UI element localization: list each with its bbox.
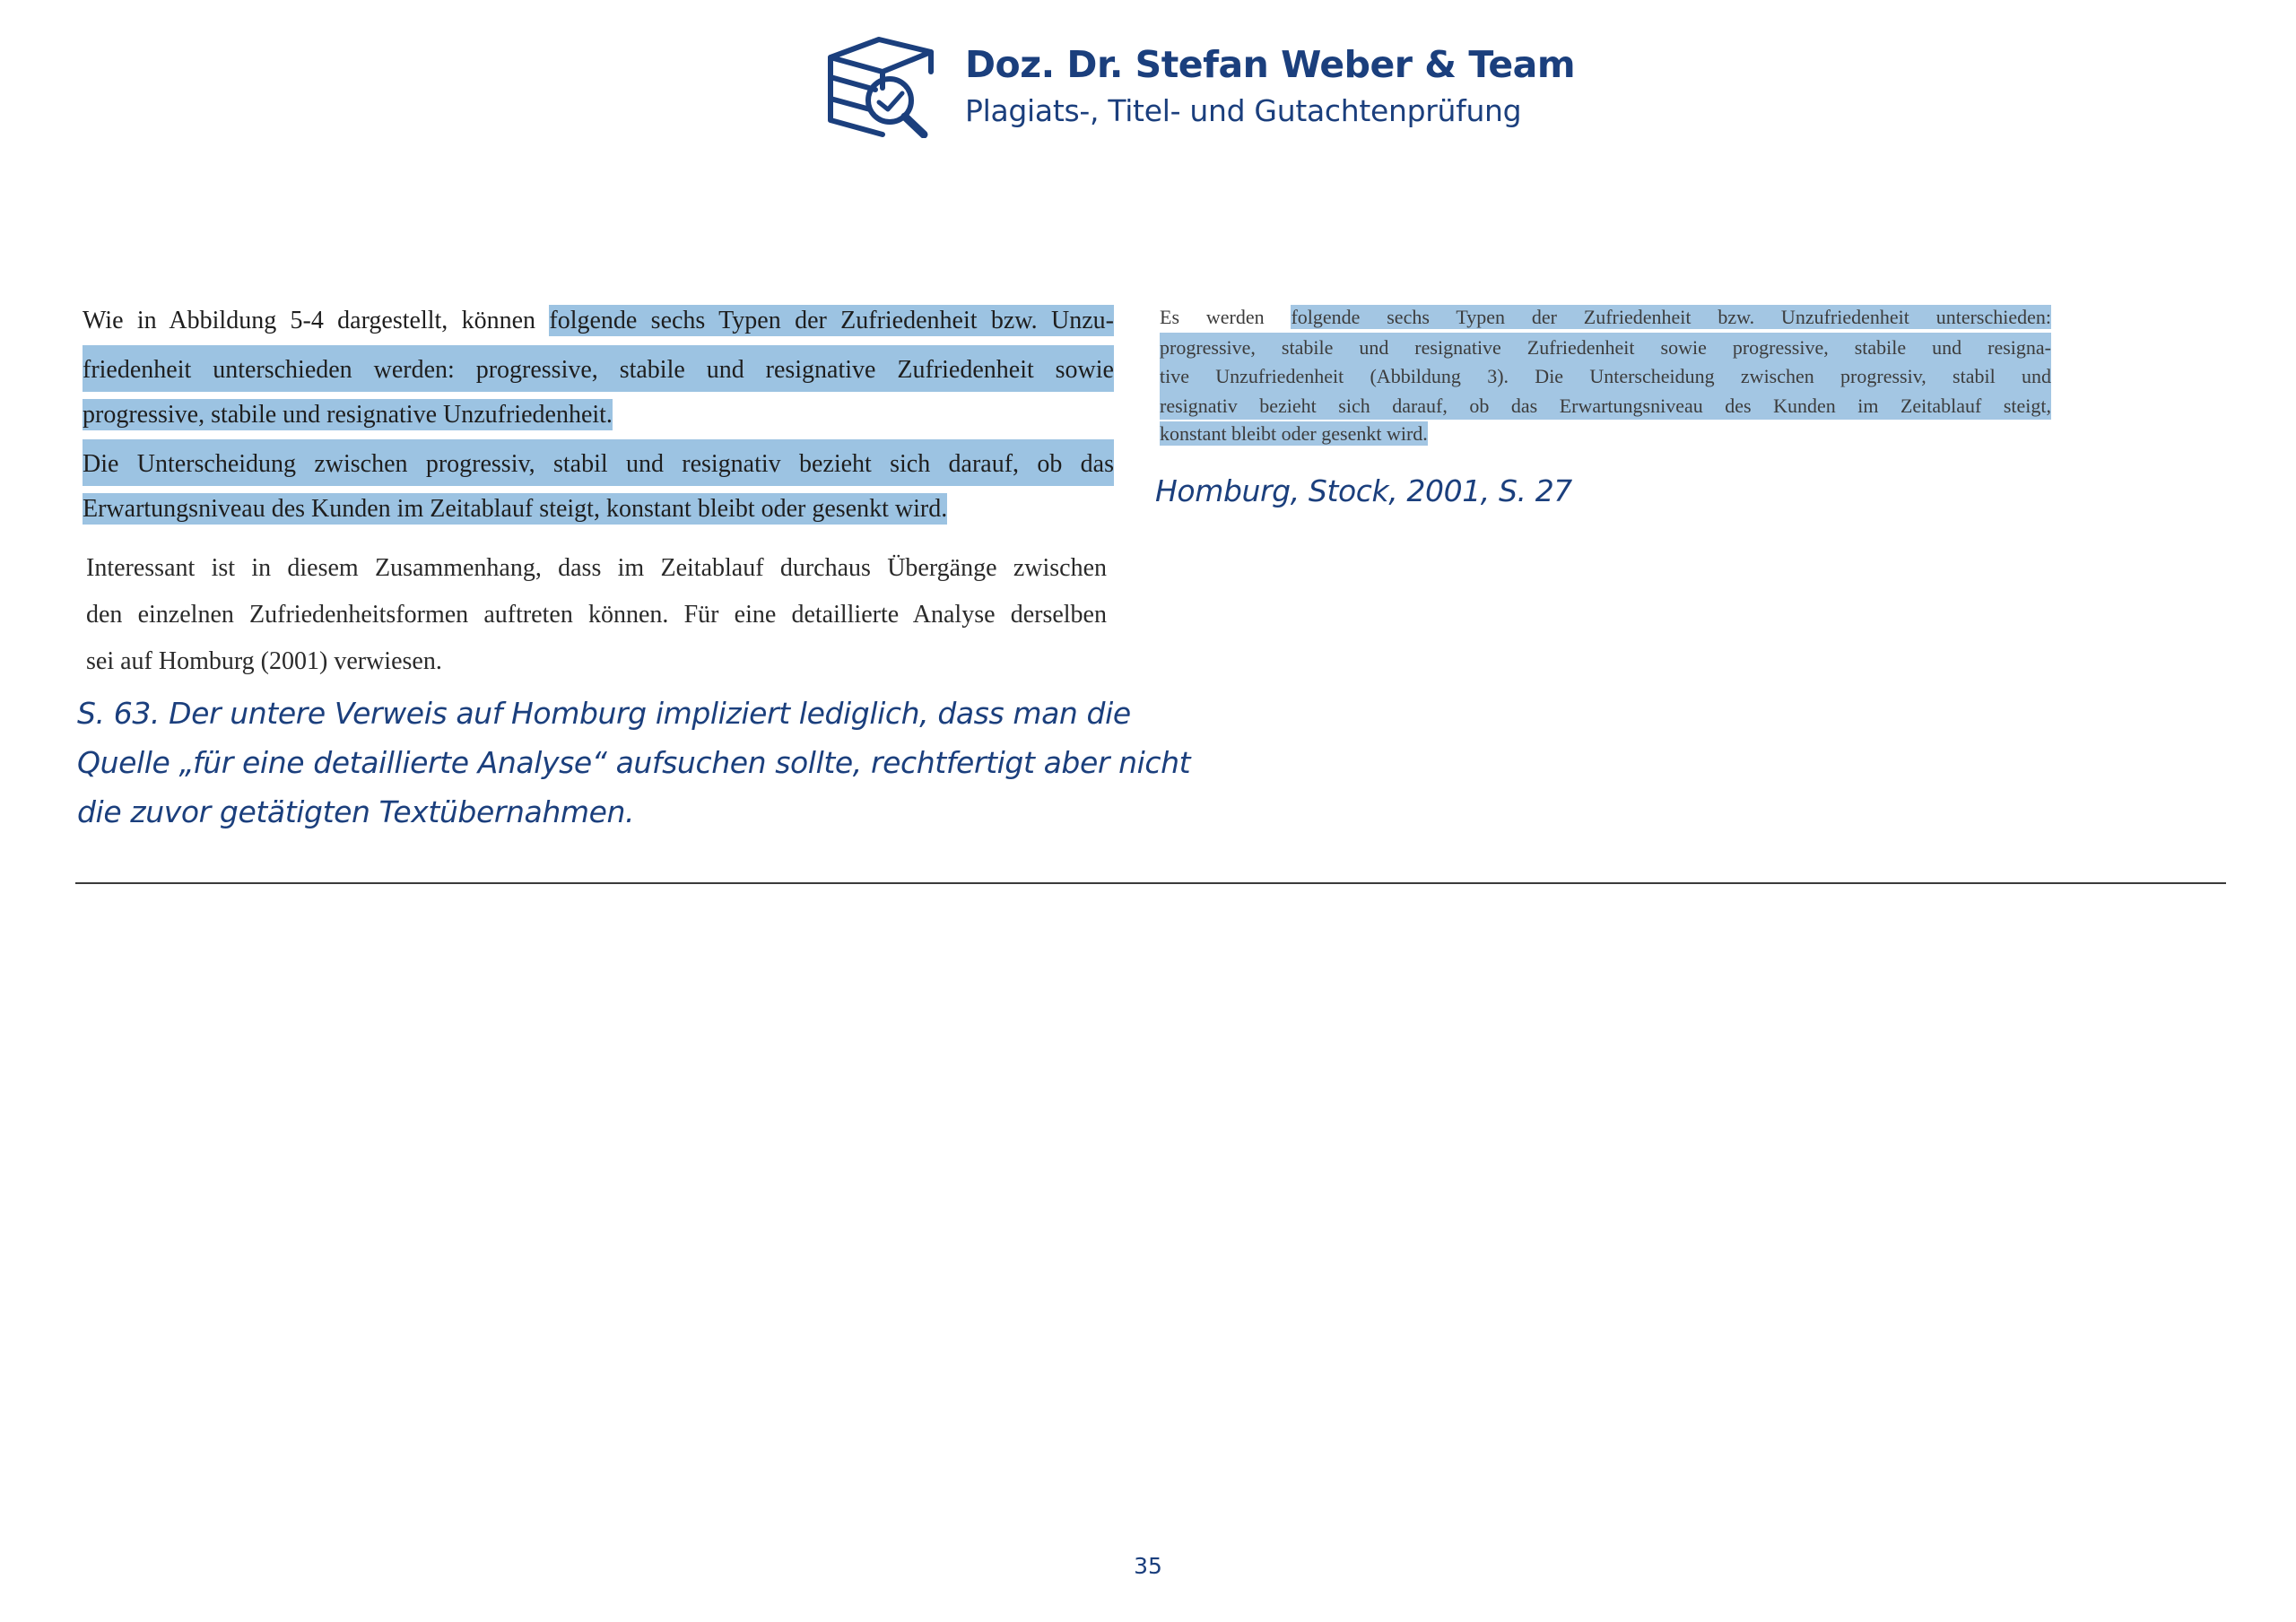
scan-excerpt-right: [1160, 303, 2051, 449]
highlighted-text: resignativ bezieht sich darauf, ob das Erwartungsniveau des Kunden im Zeitablauf steigt,: [1160, 391, 2051, 421]
divider-line: [75, 882, 2226, 884]
highlighted-text: Die Unterscheidung zwischen progressiv, stabil und resignativ bezieht sich darauf, ob das: [83, 439, 1114, 487]
excerpt-line: [83, 486, 1114, 533]
excerpt-line: Interessant ist in diesem Zusammenhang, dass im Zeitablauf durchaus Übergänge zwischen: [86, 554, 1107, 582]
page-number: 35: [1134, 1553, 1162, 1579]
highlighted-text: folgende sechs Typen der Zufriedenheit bzw. Unzu-: [549, 307, 1114, 334]
book-stack-magnifier-icon: [825, 36, 940, 138]
excerpt-line: [1160, 333, 2051, 362]
highlighted-text: progressive, stabile und resignative Unzufriedenheit.: [83, 401, 613, 429]
scan-excerpt-left-continued: [86, 545, 1107, 685]
annotation-left: [77, 689, 1191, 837]
annotation-line: die zuvor getätigten Textübernahmen.: [77, 794, 635, 829]
scan-excerpt-left: [83, 298, 1114, 533]
excerpt-line: [83, 298, 1114, 345]
excerpt-line: [83, 345, 1114, 393]
brand-title: Doz. Dr. Stefan Weber & Team: [965, 43, 1576, 86]
brand-header: [825, 36, 1576, 143]
highlighted-text: friedenheit unterschieden werden: progressive, stabile und resignative Zufriedenheit sowie: [83, 345, 1114, 393]
excerpt-text: Wie in Abbildung 5-4 dargestellt, können: [83, 307, 550, 334]
excerpt-text: Es werden: [1160, 306, 1292, 328]
excerpt-line: sei auf Homburg (2001) verwiesen.: [86, 647, 442, 675]
excerpt-line: [83, 392, 1114, 439]
annotation-line: S. 63. Der untere Verweis auf Homburg impliziert lediglich, dass man die: [77, 696, 1131, 731]
highlighted-text: tive Unzufriedenheit (Abbildung 3). Die Unterscheidung zwischen progressiv, stabil und: [1160, 361, 2051, 391]
brand-subtitle: Plagiats-, Titel- und Gutachtenprüfung: [965, 93, 1522, 128]
excerpt-line: [1160, 420, 2051, 449]
excerpt-line: den einzelnen Zufriedenheitsformen auftreten können. Für eine detaillierte Analyse derselben: [86, 601, 1107, 629]
excerpt-line: [1160, 361, 2051, 391]
excerpt-line: [83, 439, 1114, 487]
excerpt-line: [1160, 303, 2051, 333]
highlighted-text: progressive, stabile und resignative Zufriedenheit sowie progressive, stabile und resigna-: [1160, 333, 2051, 362]
highlighted-text: konstant bleibt oder gesenkt wird.: [1160, 422, 1428, 445]
excerpt-line: [1160, 391, 2051, 421]
highlighted-text: Erwartungsniveau des Kunden im Zeitablauf steigt, konstant bleibt oder gesenkt wird.: [83, 495, 948, 523]
source-citation: Homburg, Stock, 2001, S. 27: [1155, 473, 1572, 508]
annotation-line: Quelle „für eine detaillierte Analyse“ aufsuchen sollte, rechtfertigt aber nicht: [77, 745, 1191, 780]
highlighted-text: folgende sechs Typen der Zufriedenheit bzw. Unzufriedenheit unterschieden:: [1291, 306, 2051, 328]
